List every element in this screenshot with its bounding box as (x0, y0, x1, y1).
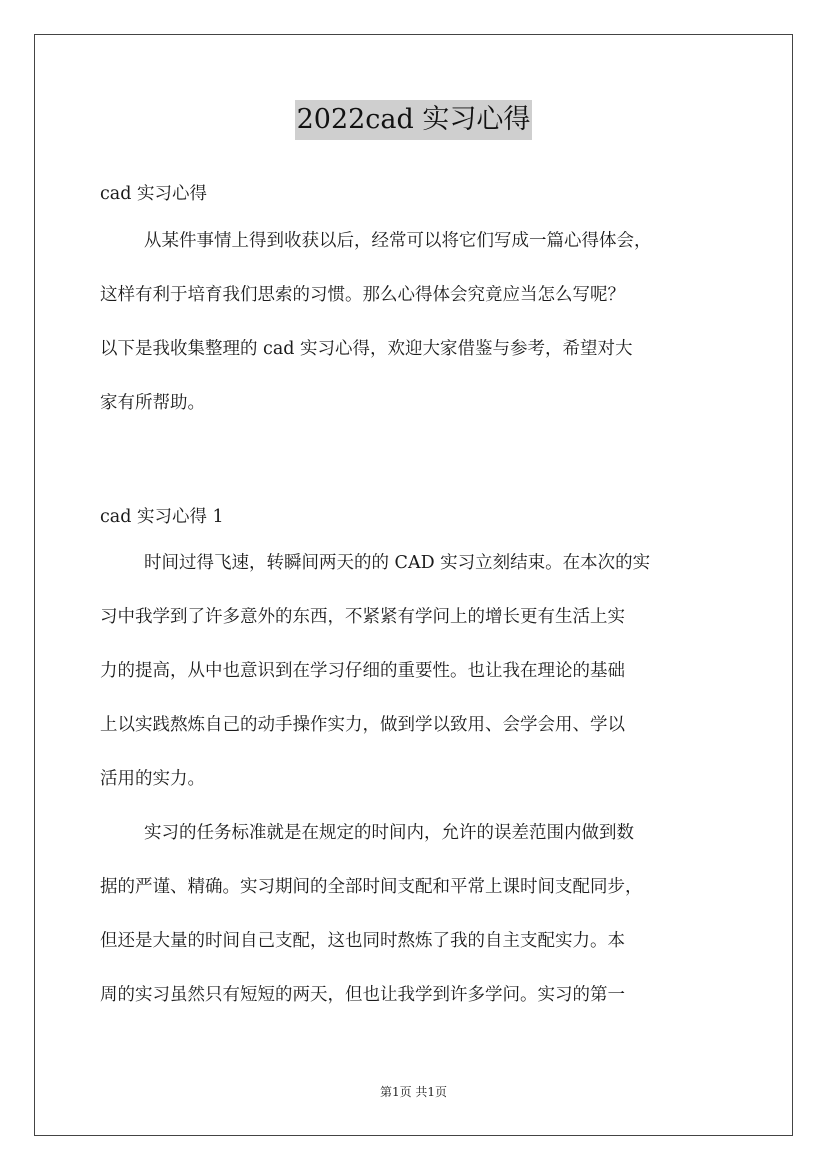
intro-line: 从某件事情上得到收获以后，经常可以将它们写成一篇心得体会， (144, 231, 652, 251)
paragraph-line: 据的严谨、精确。实习期间的全部时间支配和平常上课时间支配同步， (100, 877, 643, 897)
intro-heading: cad 实习心得 (100, 184, 207, 204)
document-title: 2022cad 实习心得 (295, 100, 533, 140)
paragraph-line: 但还是大量的时间自己支配，这也同时熬炼了我的自主支配实力。本 (100, 931, 625, 951)
page-number-label: 第1页 共1页 (379, 1085, 448, 1099)
intro-line: 以下是我收集整理的 cad 实习心得，欢迎大家借鉴与参考，希望对大 (100, 339, 633, 359)
section-heading: cad 实习心得 1 (100, 507, 224, 527)
paragraph-line: 实习的任务标准就是在规定的时间内，允许的误差范围内做到数 (144, 823, 634, 843)
page-footer (0, 1083, 827, 1101)
paragraph-line: 习中我学到了许多意外的东西，不紧紧有学问上的增长更有生活上实 (100, 607, 625, 627)
title-container (0, 100, 827, 140)
paragraph-line: 时间过得飞速，转瞬间两天的的 CAD 实习立刻结束。在本次的实 (144, 553, 651, 573)
document-body (100, 174, 732, 1022)
intro-line: 家有所帮助。 (100, 393, 205, 413)
paragraph-line: 上以实践熬炼自己的动手操作实力，做到学以致用、会学会用、学以 (100, 715, 625, 735)
paragraph-line: 力的提高，从中也意识到在学习仔细的重要性。也让我在理论的基础 (100, 661, 625, 681)
section-spacer (100, 430, 732, 498)
paragraph-line: 活用的实力。 (100, 769, 205, 789)
paragraph-line: 周的实习虽然只有短短的两天，但也让我学到许多学问。实习的第一 (100, 985, 625, 1005)
intro-line: 这样有利于培育我们思索的习惯。那么心得体会究竟应当怎么写呢？ (100, 285, 625, 305)
